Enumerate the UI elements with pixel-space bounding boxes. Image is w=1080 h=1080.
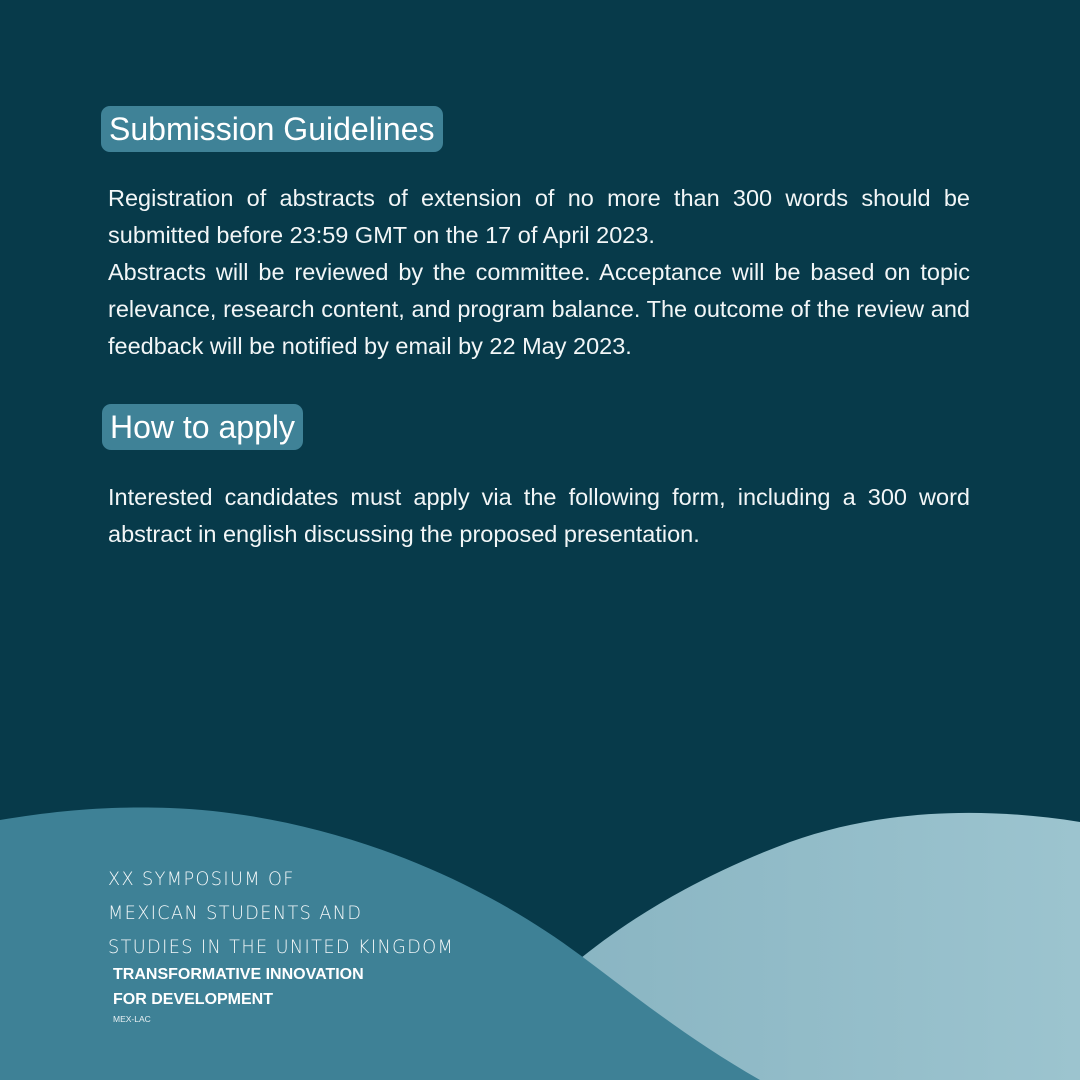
event-branding [108,862,480,1024]
how-to-apply-heading: How to apply [102,404,303,450]
organization-label: MEX-LAC [113,1014,151,1024]
how-to-apply-body [108,479,970,553]
application-instructions-text: Interested candidates must apply via the following form, including a 300 word abstract in english discussing the proposed presentation. [108,484,970,547]
theme-line-1: TRANSFORMATIVE INNOVATION [113,966,364,983]
registration-deadline-text: Registration of abstracts of extension of no more than 300 words should be submitted before 23:59 GMT on the 17 of April 2023. [108,185,970,248]
symposium-title-line-2: MEXICAN STUDENTS AND [108,902,363,924]
review-process-text: Abstracts will be reviewed by the committee. Acceptance will be based on topic relevance, research content, and program balance. The outcome of the review and feedback will be notified by email by 22 May 2023. [108,259,970,359]
submission-guidelines-body [108,180,970,365]
symposium-title-line-3: STUDIES IN THE UNITED KINGDOM [108,936,455,958]
theme-line-2: FOR DEVELOPMENT [113,991,274,1008]
symposium-title-line-1: XX SYMPOSIUM OF [108,868,295,890]
submission-guidelines-heading: Submission Guidelines [101,106,443,152]
